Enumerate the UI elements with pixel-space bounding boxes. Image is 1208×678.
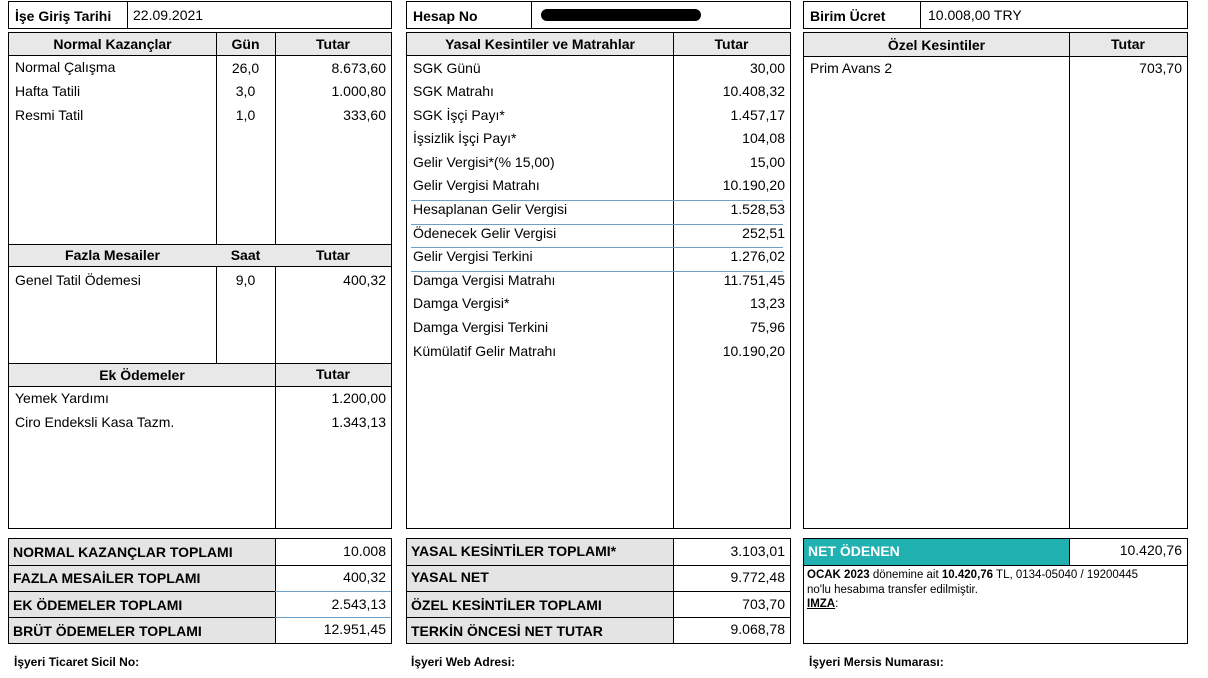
total-value: 2.543,13	[331, 596, 386, 612]
yasal-row-tutar: 10.190,20	[722, 177, 785, 193]
normal-row-tutar: 1.000,80	[331, 83, 386, 99]
left-column	[8, 32, 392, 529]
normal-header	[9, 33, 391, 55]
fazla-header	[9, 245, 391, 266]
total-value: 9.068,78	[730, 621, 785, 637]
imza-colon: :	[835, 598, 839, 610]
yasal-row-name: Gelir Vergisi*(% 15,00)	[413, 154, 555, 170]
net-note-period: OCAK 2023	[807, 569, 870, 581]
yasal-row-tutar: 104,08	[742, 130, 785, 146]
yasal-row-tutar: 1.276,02	[730, 248, 785, 264]
yasal-row-name: Damga Vergisi Matrahı	[413, 272, 556, 288]
net-note-text2: TL, 0134-05040 / 19200445	[993, 569, 1139, 581]
total-value: 9.772,48	[730, 569, 785, 585]
normal-row-name: Resmi Tatil	[15, 107, 84, 123]
yasal-row-tutar: 1.528,53	[730, 201, 785, 217]
normal-header-tutar: Tutar	[316, 36, 350, 52]
fazla-row-tutar: 400,32	[343, 272, 386, 288]
total-value: 12.951,45	[323, 621, 386, 637]
yasal-row-name: Gelir Vergisi Terkini	[413, 248, 533, 264]
net-value: 10.420,76	[1119, 542, 1182, 558]
yasal-row-name: Damga Vergisi*	[413, 295, 510, 311]
yasal-row-name: Kümülatif Gelir Matrahı	[413, 343, 557, 359]
yasal-row-name: Hesaplanan Gelir Vergisi	[413, 201, 568, 217]
yasal-row-tutar: 10.408,32	[722, 83, 785, 99]
birim-ucret-value: 10.008,00 TRY	[928, 7, 1022, 23]
net-note	[807, 569, 1185, 581]
yasal-row-tutar: 1.457,17	[730, 107, 785, 123]
net-note-text1: dönemine ait	[869, 569, 942, 581]
yasal-row-tutar: 10.190,20	[722, 343, 785, 359]
ticaret-sicil-label: İşyeri Ticaret Sicil No:	[14, 655, 140, 669]
normal-row-gun: 3,0	[235, 83, 256, 99]
total-label: FAZLA MESAİLER TOPLAMI	[9, 566, 275, 591]
hesap-no-label: Hesap No	[413, 8, 478, 24]
total-label: TERKİN ÖNCESİ NET TUTAR	[407, 618, 673, 643]
fazla-row-saat: 9,0	[235, 272, 256, 288]
total-value: 400,32	[343, 569, 386, 585]
normal-row-name: Normal Çalışma	[15, 59, 116, 75]
ise-giris-label: İşe Giriş Tarihi	[15, 8, 112, 24]
total-label: YASAL NET	[407, 566, 673, 591]
yasal-row-name: SGK İşçi Payı*	[413, 107, 505, 123]
middle-column	[406, 32, 791, 529]
ek-header-tutar: Tutar	[316, 366, 350, 382]
ek-header-title: Ek Ödemeler	[99, 367, 185, 383]
ozel-header	[804, 33, 1187, 56]
yasal-row-name: SGK Günü	[413, 60, 481, 76]
total-label: NORMAL KAZANÇLAR TOPLAMI	[9, 539, 275, 565]
ozel-header-tutar: Tutar	[1111, 36, 1145, 52]
total-label: EK ÖDEMELER TOPLAMI	[9, 592, 275, 617]
redacted-account-number	[541, 9, 701, 21]
ek-header	[9, 364, 391, 386]
ek-row-tutar: 1.200,00	[331, 390, 386, 406]
normal-row-gun: 1,0	[235, 107, 256, 123]
yasal-header-title: Yasal Kesintiler ve Matrahlar	[445, 36, 635, 52]
birim-ucret-label: Birim Ücret	[810, 8, 886, 24]
yasal-row-tutar: 11.751,45	[723, 272, 785, 288]
total-value: 3.103,01	[730, 543, 785, 559]
yasal-row-tutar: 13,23	[749, 295, 785, 311]
ek-row-name: Ciro Endeksli Kasa Tazm.	[15, 414, 175, 430]
fazla-row-name: Genel Tatil Ödemesi	[15, 272, 141, 288]
birim-ucret-box	[803, 1, 1188, 29]
total-value: 10.008	[343, 543, 386, 559]
normal-row-tutar: 8.673,60	[331, 60, 386, 76]
total-value: 703,70	[742, 596, 785, 612]
total-label: BRÜT ÖDEMELER TOPLAMI	[9, 618, 275, 643]
ozel-row-name: Prim Avans 2	[810, 60, 893, 76]
normal-row-gun: 26,0	[231, 60, 260, 76]
yasal-row-name: İşsizlik İşçi Payı*	[413, 130, 517, 146]
imza-label: İMZA	[807, 598, 836, 610]
yasal-header	[407, 33, 790, 55]
fazla-header-saat: Saat	[230, 247, 261, 263]
normal-header-title: Normal Kazançlar	[53, 36, 172, 52]
fazla-header-tutar: Tutar	[316, 247, 350, 263]
ise-giris-value: 22.09.2021	[133, 7, 204, 23]
ozel-row-tutar: 703,70	[1139, 60, 1182, 76]
normal-header-gun: Gün	[231, 36, 260, 52]
total-label: ÖZEL KESİNTİLER TOPLAMI	[407, 592, 673, 617]
yasal-row-name: Gelir Vergisi Matrahı	[413, 177, 540, 193]
net-box	[803, 538, 1188, 644]
yasal-row-name: Damga Vergisi Terkini	[413, 319, 549, 335]
web-adresi-label: İşyeri Web Adresi:	[411, 655, 516, 669]
total-label: YASAL KESİNTİLER TOPLAMI*	[407, 539, 673, 565]
ek-row-name: Yemek Yardımı	[15, 390, 109, 406]
yasal-row-tutar: 75,96	[749, 319, 785, 335]
imza-line	[807, 598, 1185, 610]
net-note-line2: no'lu hesabıma transfer edilmiştir.	[807, 584, 978, 596]
yasal-row-tutar: 30,00	[749, 60, 785, 76]
yasal-row-tutar: 15,00	[749, 154, 785, 170]
ise-giris-box	[8, 1, 392, 29]
yasal-row-name: SGK Matrahı	[413, 83, 494, 99]
fazla-header-title: Fazla Mesailer	[65, 247, 160, 263]
yasal-row-tutar: 252,51	[742, 225, 785, 241]
ek-row-tutar: 1.343,13	[331, 414, 386, 430]
totals-middle	[406, 538, 791, 644]
yasal-row-name: Ödenecek Gelir Vergisi	[413, 225, 557, 241]
net-note-amount: 10.420,76	[941, 569, 994, 581]
normal-row-name: Hafta Tatili	[15, 83, 81, 99]
hesap-no-box	[406, 1, 791, 29]
totals-left	[8, 538, 392, 644]
right-column	[803, 32, 1188, 529]
normal-row-tutar: 333,60	[343, 107, 386, 123]
net-label: NET ÖDENEN	[804, 539, 1069, 565]
ozel-header-title: Özel Kesintiler	[887, 37, 986, 53]
yasal-header-tutar: Tutar	[714, 36, 749, 52]
mersis-label: İşyeri Mersis Numarası:	[809, 655, 944, 669]
